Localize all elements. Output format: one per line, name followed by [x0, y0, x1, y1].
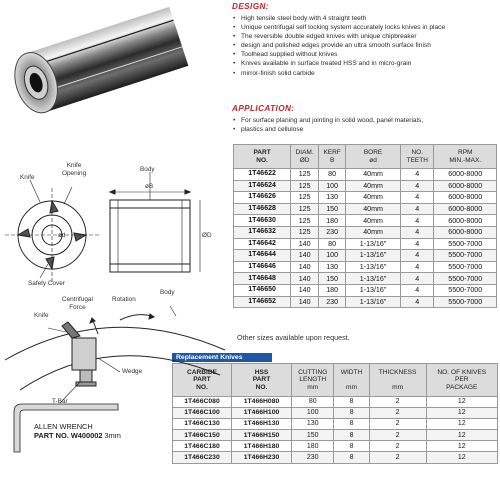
side-view-drawing	[110, 190, 200, 272]
spec-cell-bore: 40mm	[346, 215, 401, 227]
allen-wrench-title: ALLEN WRENCH	[34, 422, 93, 431]
knife-cell-hss: 1T466H180	[231, 441, 291, 452]
label-safety-cover: Safety Cover	[28, 280, 65, 287]
spec-cell-teeth: 4	[401, 261, 434, 273]
spec-cell-kerf: 150	[319, 273, 346, 285]
spec-cell-kerf: 80	[319, 169, 346, 181]
spec-cell-diam: 125	[291, 226, 319, 238]
col-teeth: NO. TEETH	[401, 145, 434, 169]
spec-cell-kerf: 230	[319, 296, 346, 308]
spec-cell-bore: 1-13/16"	[346, 250, 401, 262]
application-heading: APPLICATION:	[232, 104, 295, 113]
label-body: Body	[140, 166, 155, 173]
spec-cell-diam: 125	[291, 192, 319, 204]
spec-cell-part: 1T46632	[234, 226, 291, 238]
spec-row	[234, 273, 497, 285]
col-carbide: CARBIDE PART NO.	[173, 364, 232, 397]
label-centrifugal-force: Centrifugal Force	[62, 296, 93, 311]
spec-row	[234, 238, 497, 250]
knife-cell-carbide: 1T466C130	[173, 419, 232, 430]
knife-cell-thickness: 2	[369, 408, 426, 419]
spec-cell-kerf: 100	[319, 180, 346, 192]
knife-cell-length: 100	[292, 408, 334, 419]
spec-cell-kerf: 230	[319, 226, 346, 238]
spec-cell-rpm: 5500-7000	[434, 250, 497, 262]
spec-cell-rpm: 5500-7000	[434, 296, 497, 308]
knife-cell-thickness: 2	[369, 419, 426, 430]
spec-cell-part: 1T46646	[234, 261, 291, 273]
knife-cell-width: 8	[334, 408, 369, 419]
knife-cell-width: 8	[334, 441, 369, 452]
spec-cell-teeth: 4	[401, 238, 434, 250]
spec-cell-rpm: 5500-7000	[434, 261, 497, 273]
knife-cell-thickness: 2	[369, 441, 426, 452]
spec-cell-bore: 1-13/16"	[346, 261, 401, 273]
design-bullet: • Toolhead supplied without knives	[241, 50, 500, 59]
design-bullet: • The reversible double edged knives with unique chipbreaker	[241, 32, 500, 41]
allen-wrench-info	[34, 422, 121, 440]
spec-cell-kerf: 150	[319, 203, 346, 215]
spec-cell-bore: 40mm	[346, 226, 401, 238]
wedge-detail-drawing	[5, 314, 225, 390]
spec-cell-rpm: 6000-8000	[434, 180, 497, 192]
allen-wrench-part: PART NO. W400002 3mm	[34, 431, 121, 441]
knife-cell-hss: 1T466H080	[231, 397, 291, 408]
knife-cell-length: 230	[292, 452, 334, 463]
knife-cell-hss: 1T466H230	[231, 452, 291, 463]
spec-cell-diam: 140	[291, 296, 319, 308]
spec-cell-diam: 140	[291, 238, 319, 250]
knife-cell-width: 8	[334, 430, 369, 441]
knife-cell-hss: 1T466H100	[231, 408, 291, 419]
spec-cell-bore: 40mm	[346, 169, 401, 181]
knife-cell-hss: 1T466H150	[231, 430, 291, 441]
design-bullet-cont: • design and polished edges provide an ultra smooth surface finish	[241, 41, 500, 50]
spec-cell-part: 1T46630	[234, 215, 291, 227]
spec-cell-part: 1T46624	[234, 180, 291, 192]
design-bullet: • Knives available in surface treated HSS and in micro-grain	[241, 59, 500, 68]
knife-cell-per_pkg: 12	[426, 419, 497, 430]
spec-row	[234, 169, 497, 181]
design-heading: DESIGN:	[232, 2, 269, 11]
spec-cell-diam: 140	[291, 261, 319, 273]
label-knife-2: Knife	[34, 312, 49, 319]
spec-cell-rpm: 5500-7000	[434, 284, 497, 296]
end-view-drawing	[5, 188, 99, 282]
knife-cell-length: 80	[292, 397, 334, 408]
col-part: PART NO.	[234, 145, 291, 169]
knife-cell-thickness: 2	[369, 452, 426, 463]
spec-cell-teeth: 4	[401, 284, 434, 296]
knife-cell-hss: 1T466H130	[231, 419, 291, 430]
col-width: WIDTH mm	[334, 364, 369, 397]
spec-cell-diam: 140	[291, 284, 319, 296]
label-od-big: ØD	[202, 232, 212, 239]
spec-cell-rpm: 5500-7000	[434, 273, 497, 285]
spec-cell-part: 1T46650	[234, 284, 291, 296]
spec-cell-kerf: 80	[319, 238, 346, 250]
knife-cell-per_pkg: 12	[426, 430, 497, 441]
spec-cell-teeth: 4	[401, 169, 434, 181]
knife-cell-width: 8	[334, 419, 369, 430]
knife-cell-thickness: 2	[369, 397, 426, 408]
spec-cell-teeth: 4	[401, 296, 434, 308]
label-knife-opening: Knife Opening	[62, 162, 87, 177]
spec-cell-part: 1T46622	[234, 169, 291, 181]
knife-cell-carbide: 1T466C100	[173, 408, 232, 419]
spec-cell-part: 1T46648	[234, 273, 291, 285]
spec-row	[234, 296, 497, 308]
design-bullet-cont: • mirror-finish solid carbide	[241, 69, 500, 78]
col-diam: DIAM. ØD	[291, 145, 319, 169]
spec-cell-rpm: 6000-8000	[434, 203, 497, 215]
label-rotation: Rotation	[112, 296, 136, 303]
design-bullet: • Unique centrifugal self locking system accurately locks knives in place	[241, 23, 500, 32]
knife-cell-length: 180	[292, 441, 334, 452]
spec-cell-teeth: 4	[401, 203, 434, 215]
spec-cell-bore: 1-13/16"	[346, 284, 401, 296]
col-knives-per-package: NO. OF KNIVES PER PACKAGE	[426, 364, 497, 397]
spec-row	[234, 284, 497, 296]
replacement-knives-title: Replacement Knives	[172, 353, 272, 362]
spec-cell-part: 1T46626	[234, 192, 291, 204]
col-bore: BORE ød	[346, 145, 401, 169]
knife-cell-length: 130	[292, 419, 334, 430]
spec-cell-bore: 1-13/16"	[346, 273, 401, 285]
col-hss: HSS PART NO.	[231, 364, 291, 397]
knife-cell-per_pkg: 12	[426, 397, 497, 408]
application-bullets	[232, 116, 500, 134]
spec-row	[234, 192, 497, 204]
spec-row	[234, 261, 497, 273]
spec-row	[234, 180, 497, 192]
label-body-2: Body	[160, 289, 175, 296]
knife-cell-carbide: 1T466C230	[173, 452, 232, 463]
spec-cell-rpm: 6000-8000	[434, 226, 497, 238]
spec-cell-rpm: 6000-8000	[434, 215, 497, 227]
spec-cell-rpm: 6000-8000	[434, 169, 497, 181]
spec-row	[234, 203, 497, 215]
toolhead-photo	[3, 2, 196, 120]
label-od: ød	[58, 232, 66, 239]
spec-cell-bore: 40mm	[346, 192, 401, 204]
sizes-note: Other sizes available upon request.	[237, 333, 350, 342]
label-ob: øB	[145, 183, 154, 190]
spec-cell-diam: 140	[291, 250, 319, 262]
col-kerf: KERF B	[319, 145, 346, 169]
knife-cell-length: 150	[292, 430, 334, 441]
application-bullet-cont: • plastics and cellulose	[241, 125, 500, 134]
knife-cell-per_pkg: 12	[426, 408, 497, 419]
spec-cell-teeth: 4	[401, 192, 434, 204]
knife-cell-per_pkg: 12	[426, 441, 497, 452]
spec-cell-kerf: 130	[319, 261, 346, 273]
design-bullet: • High tensile steel body with 4 straight teeth	[241, 14, 500, 23]
col-cutting-length: CUTTING LENGTH mm	[292, 364, 334, 397]
spec-cell-bore: 40mm	[346, 180, 401, 192]
col-rpm: RPM MIN.-MAX.	[434, 145, 497, 169]
knife-cell-per_pkg: 12	[426, 452, 497, 463]
knife-cell-carbide: 1T466C150	[173, 430, 232, 441]
spec-cell-teeth: 4	[401, 250, 434, 262]
spec-cell-diam: 125	[291, 180, 319, 192]
spec-cell-part: 1T46652	[234, 296, 291, 308]
spec-cell-rpm: 6000-8000	[434, 192, 497, 204]
spec-cell-teeth: 4	[401, 215, 434, 227]
spec-cell-part: 1T46628	[234, 203, 291, 215]
spec-cell-teeth: 4	[401, 226, 434, 238]
spec-cell-part: 1T46644	[234, 250, 291, 262]
knife-cell-carbide: 1T466C180	[173, 441, 232, 452]
spec-cell-kerf: 130	[319, 192, 346, 204]
label-wedge: Wedge	[122, 368, 143, 375]
application-bullet: • For surface planing and jointing in solid wood, panel materials,	[241, 116, 500, 125]
spec-cell-teeth: 4	[401, 273, 434, 285]
spec-table	[233, 144, 497, 308]
knife-cell-carbide: 1T466C080	[173, 397, 232, 408]
spec-cell-bore: 40mm	[346, 203, 401, 215]
label-tbar: T-Bar	[52, 398, 68, 405]
spec-cell-kerf: 180	[319, 284, 346, 296]
spec-cell-part: 1T46642	[234, 238, 291, 250]
spec-cell-kerf: 100	[319, 250, 346, 262]
spec-row	[234, 215, 497, 227]
spec-cell-bore: 1-13/16"	[346, 296, 401, 308]
spec-cell-diam: 125	[291, 169, 319, 181]
spec-cell-diam: 140	[291, 273, 319, 285]
label-knife: Knife	[20, 174, 35, 181]
spec-row	[234, 226, 497, 238]
spec-cell-bore: 1-13/16"	[346, 238, 401, 250]
spec-cell-rpm: 5500-7000	[434, 238, 497, 250]
knife-cell-thickness: 2	[369, 430, 426, 441]
spec-cell-teeth: 4	[401, 180, 434, 192]
knife-cell-width: 8	[334, 452, 369, 463]
knife-cell-width: 8	[334, 397, 369, 408]
spec-cell-diam: 125	[291, 215, 319, 227]
design-bullets	[232, 14, 500, 78]
spec-row	[234, 250, 497, 262]
spec-cell-diam: 125	[291, 203, 319, 215]
spec-cell-kerf: 180	[319, 215, 346, 227]
col-thickness: THICKNESS mm	[369, 364, 426, 397]
